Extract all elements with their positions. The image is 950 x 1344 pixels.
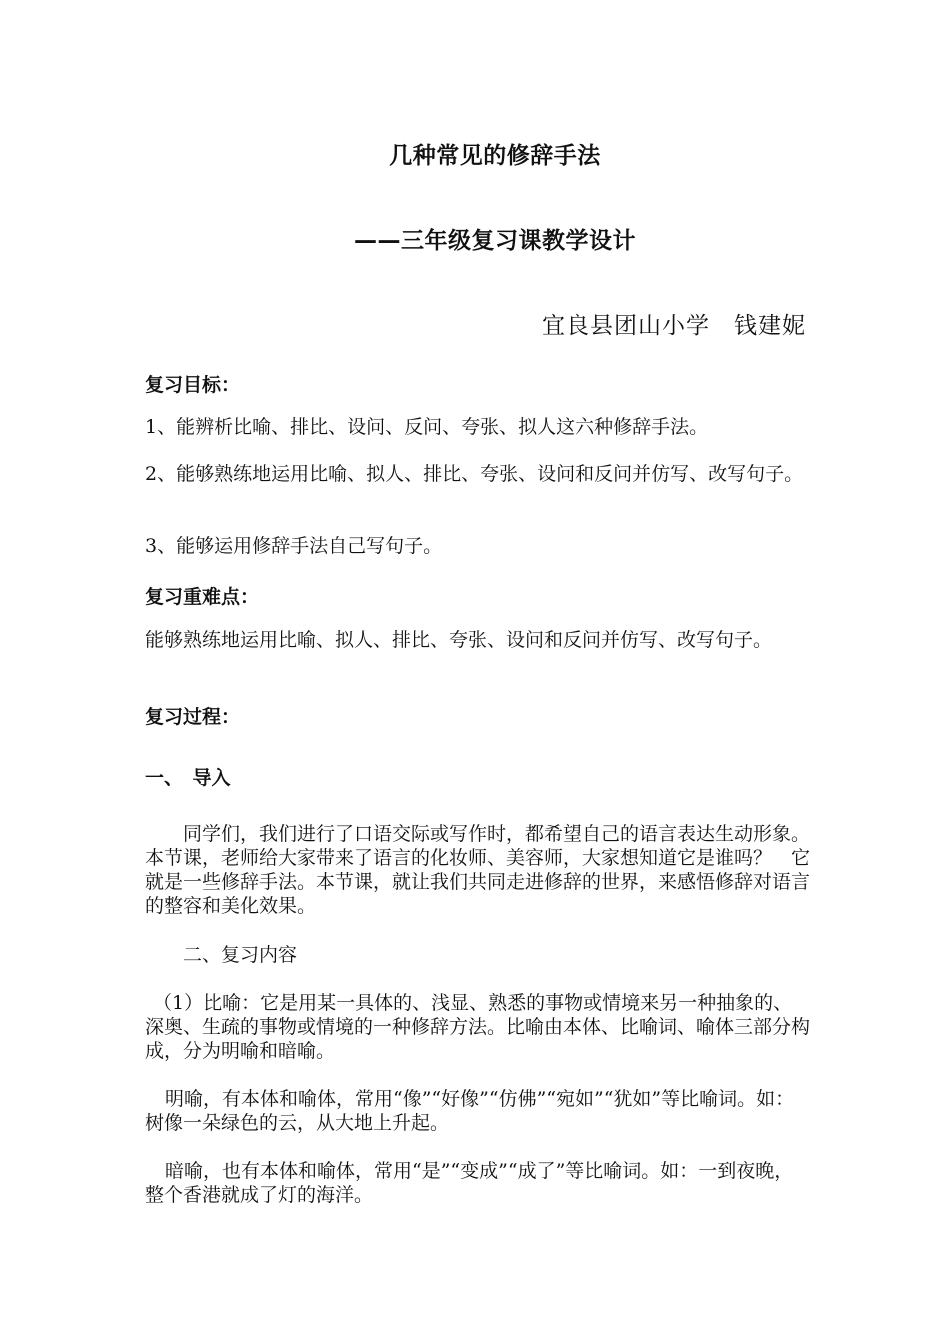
implicit-metaphor-paragraph: 暗喻，也有本体和喻体，常用“是”“变成”“成了”等比喻词。如：一到夜晚，整个香港就成了灯的海洋。 bbox=[145, 1160, 794, 1206]
objective-item-1: 1、能辨析比喻、排比、设问、反问、夸张、拟人这六种修辞手法。 bbox=[145, 416, 709, 438]
objectives-heading: 复习目标： bbox=[145, 374, 241, 396]
metaphor-definition: （1）比喻：它是用某一具体的、浅显、熟悉的事物或情境来另一种抽象的、深奥、生疏的事物或情境的一种修辞方法。比喻由本体、比喻词、喻体三部分构成，分为明喻和暗喻。 bbox=[145, 992, 811, 1062]
section-intro-heading: 一、 导入 bbox=[145, 767, 231, 789]
objective-item-3: 3、能够运用修辞手法自己写句子。 bbox=[145, 535, 443, 557]
document-title: 几种常见的修辞手法 bbox=[389, 143, 601, 169]
section-intro-text: 同学们，我们进行了口语交际或写作时，都希望自己的语言表达生动形象。本节课，老师给大家带来了语言的化妆师、美容师，大家想知道它是谁吗？ 它就是一些修辞手法。本节课，就让我们共同走进修辞的世界，来感悟修辞对语言的整容和美化效果。 bbox=[145, 823, 811, 917]
document-subtitle: ——三年级复习课教学设计 bbox=[354, 228, 636, 254]
objective-item-2: 2、能够熟练地运用比喻、拟人、排比、夸张、设问和反问并仿写、改写句子。 bbox=[145, 463, 804, 485]
key-points-text: 能够熟练地运用比喻、拟人、排比、夸张、设问和反问并仿写、改写句子。 bbox=[145, 629, 773, 651]
key-points-heading: 复习重难点： bbox=[145, 586, 260, 608]
simile-paragraph: 明喻，有本体和喻体，常用“像”“好像”“仿佛”“宛如”“犹如”等比喻词。如：树像一朵绿色的云，从大地上升起。 bbox=[145, 1088, 795, 1134]
section-content-heading: 二、复习内容 bbox=[183, 944, 298, 966]
process-heading: 复习过程： bbox=[145, 706, 241, 728]
author-line: 宜良县团山小学 钱建妮 bbox=[542, 313, 806, 339]
